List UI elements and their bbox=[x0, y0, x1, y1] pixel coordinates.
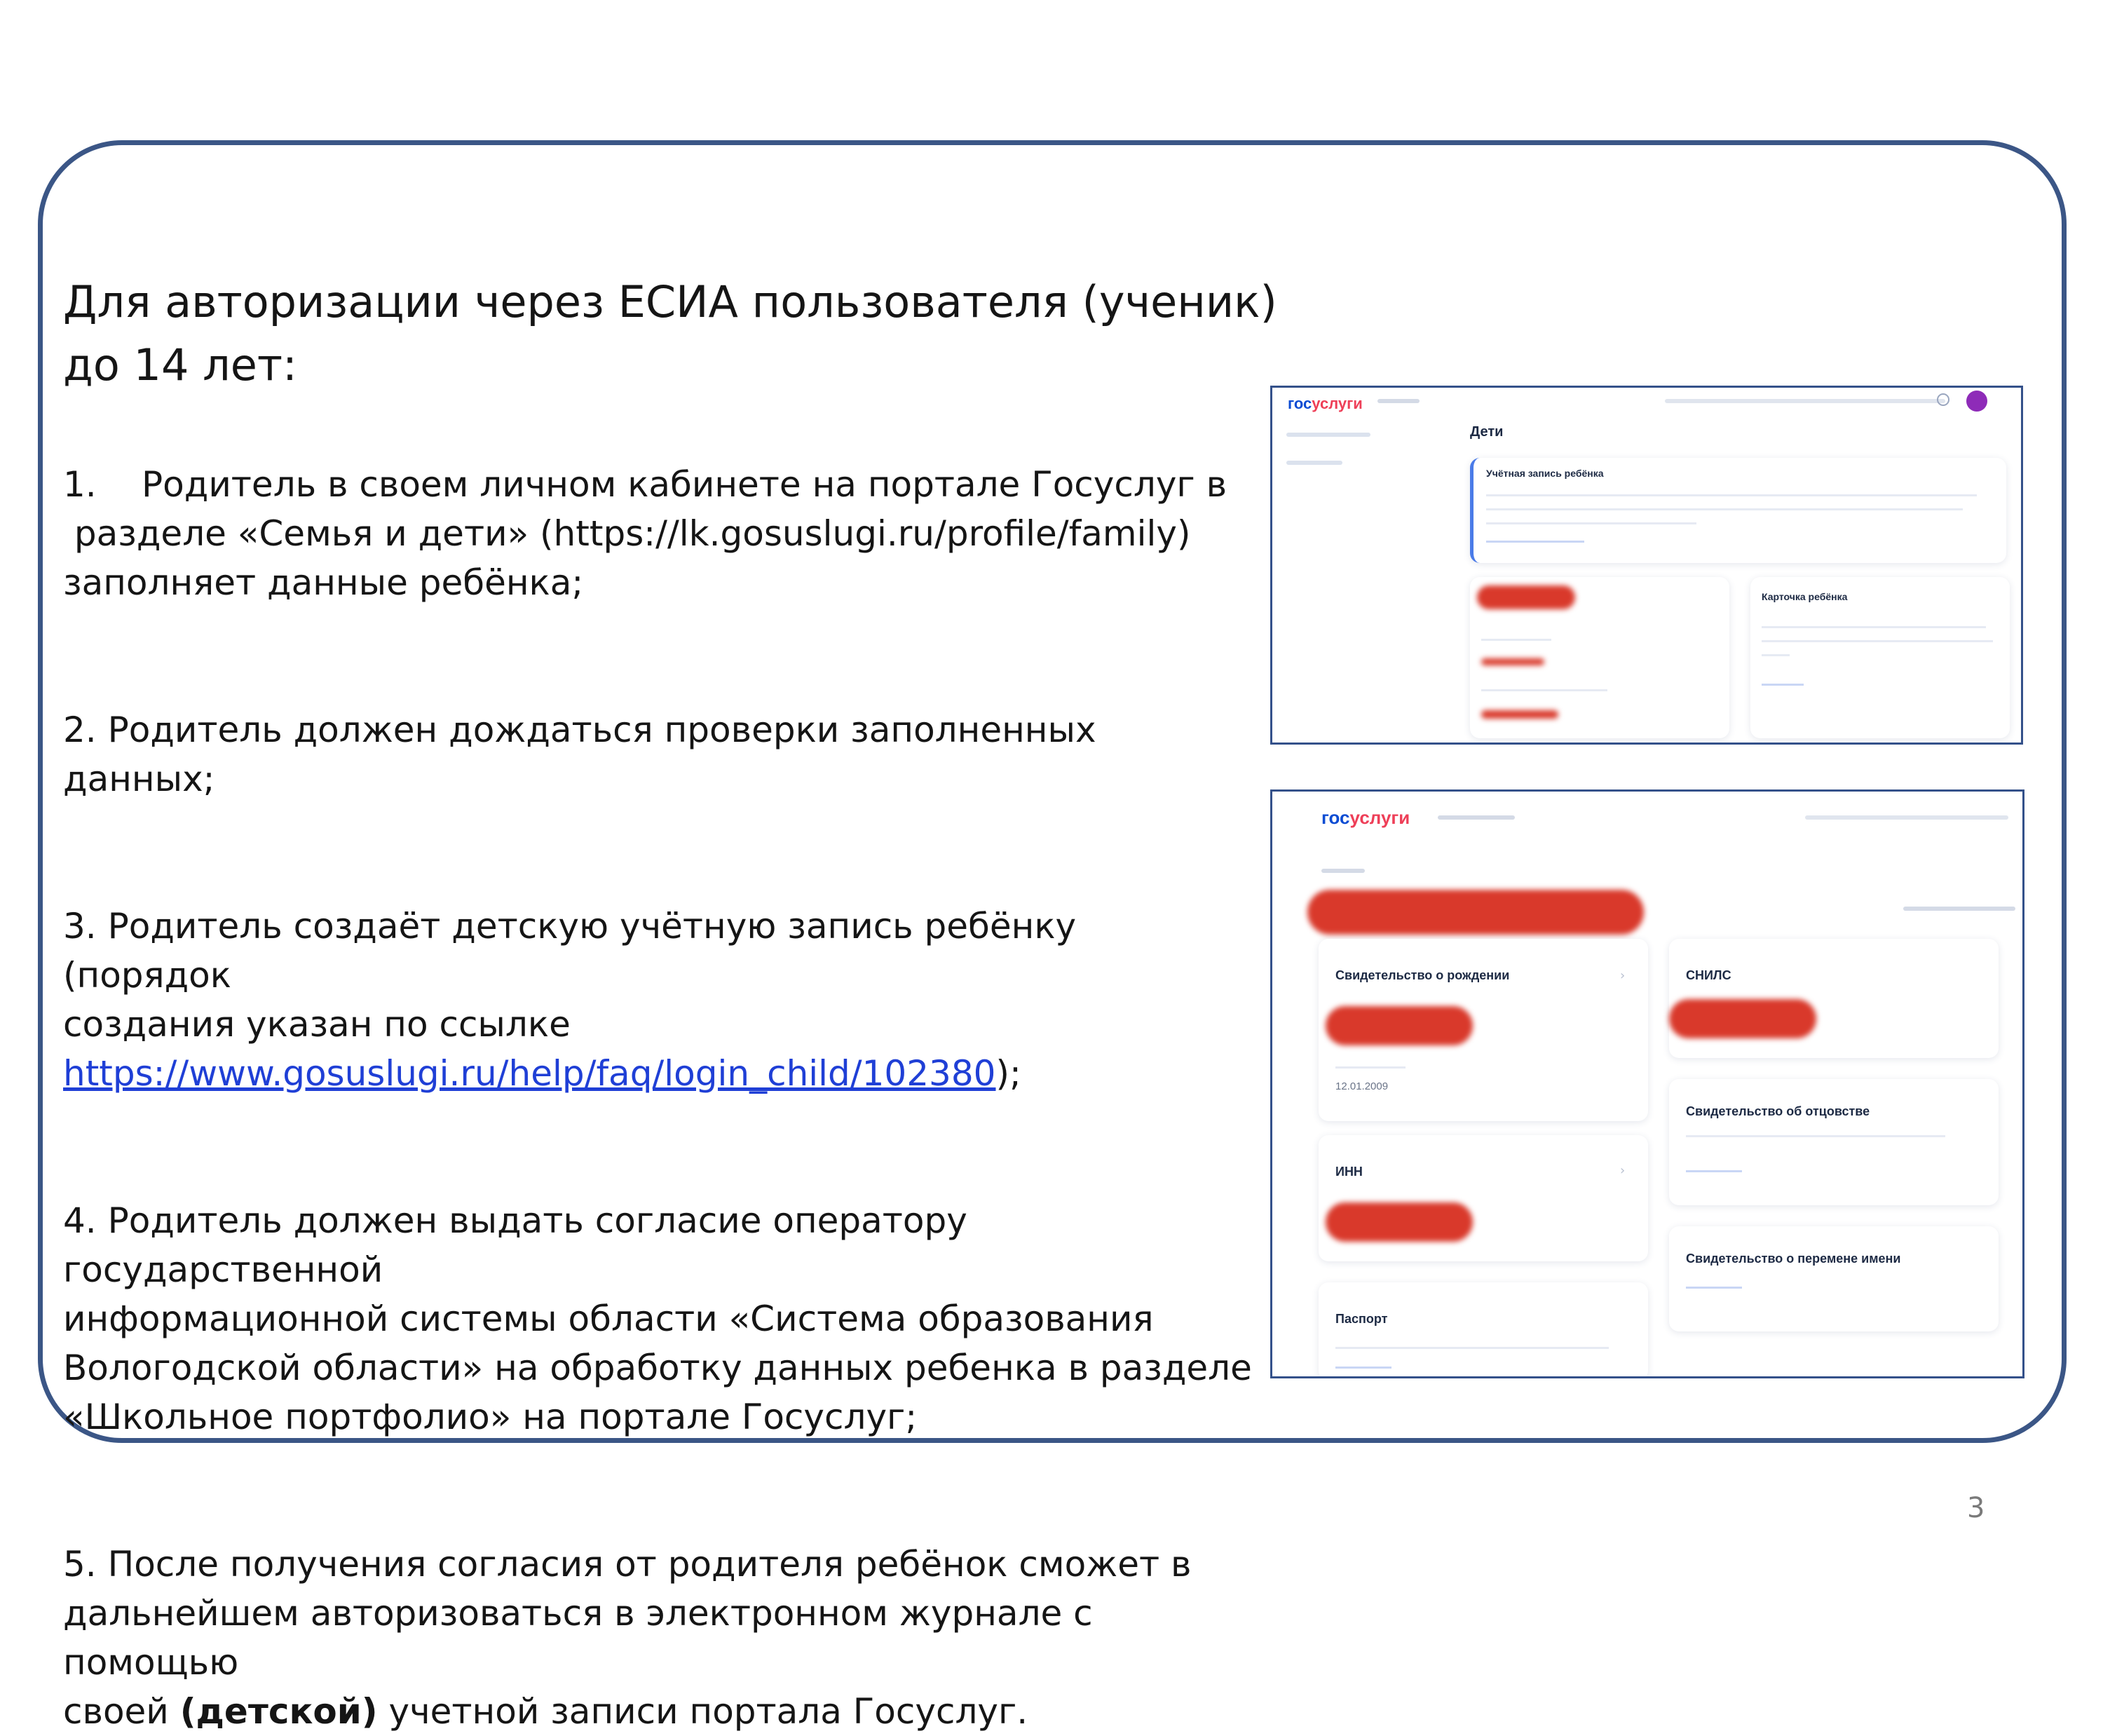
page-number: 3 bbox=[1967, 1492, 1985, 1524]
step-5-post: учетной записи портала Госуслуг. bbox=[377, 1691, 1028, 1732]
step-2-text: 2. Родитель должен дождаться проверки заполненных данных; bbox=[63, 710, 1096, 799]
page-heading: Дети bbox=[1470, 424, 1504, 440]
gosuslugi-logo: госуслуги bbox=[1321, 807, 1410, 828]
nav-placeholder bbox=[1438, 815, 1515, 820]
sidebar-item-placeholder[interactable] bbox=[1286, 433, 1370, 437]
child-account-card: Учётная запись ребёнка bbox=[1470, 458, 2006, 563]
screenshot-children-page bbox=[1270, 386, 2023, 745]
step-1-number: 1. bbox=[63, 464, 97, 505]
chevron-right-icon: › bbox=[1620, 968, 1626, 983]
step-5-bold: (детской) bbox=[179, 1691, 378, 1732]
step-2 bbox=[63, 705, 1255, 803]
avatar[interactable] bbox=[1966, 391, 1987, 412]
gosuslugi-logo: госуслуги bbox=[1288, 395, 1363, 412]
name-change-card[interactable]: Свидетельство о перемене имени bbox=[1669, 1226, 1999, 1331]
inn-card[interactable]: ИНН › bbox=[1319, 1135, 1648, 1261]
passport-card[interactable]: Паспорт bbox=[1319, 1282, 1648, 1378]
settings-link[interactable] bbox=[1903, 907, 2015, 911]
step-3-line-2: создания указан по ссылке bbox=[63, 1004, 571, 1045]
step-1-line-1: Родитель в своем личном кабинете на портале Госуслуг в bbox=[142, 464, 1227, 505]
chevron-right-icon: › bbox=[1620, 1163, 1626, 1178]
slide-title: Для авторизации через ЕСИА пользователя (ученик) до 14 лет: bbox=[63, 276, 1277, 391]
back-link[interactable] bbox=[1321, 869, 1365, 873]
step-5-line-1: 5. После получения согласия от родителя ребёнок сможет в bbox=[63, 1544, 1192, 1585]
step-3 bbox=[63, 902, 1255, 1098]
step-1-line-3: заполняет данные ребёнка; bbox=[63, 562, 584, 603]
paternity-card[interactable]: Свидетельство об отцовстве bbox=[1669, 1079, 1999, 1205]
redacted-value bbox=[1481, 710, 1558, 719]
birth-certificate-card[interactable]: Свидетельство о рождении › 12.01.2009 bbox=[1319, 939, 1648, 1121]
login-child-link[interactable]: https://www.gosuslugi.ru/help/faq/login_child/102380 bbox=[63, 1053, 996, 1094]
step-5 bbox=[63, 1540, 1255, 1736]
step-3-line-1: 3. Родитель создаёт детскую учётную запись ребёнку (порядок bbox=[63, 906, 1077, 996]
screenshot-child-profile bbox=[1270, 789, 2024, 1378]
step-4 bbox=[63, 1196, 1255, 1442]
step-5-pre: своей bbox=[63, 1691, 180, 1732]
step-3-tail: ); bbox=[995, 1053, 1021, 1094]
step-4-line-3: Вологодской области» на обработку данных ребенка в разделе bbox=[63, 1348, 1252, 1388]
redacted-inn bbox=[1326, 1202, 1473, 1242]
step-4-line-1: 4. Родитель должен выдать согласие оператору государственной bbox=[63, 1200, 967, 1290]
nav-placeholder bbox=[1377, 399, 1420, 403]
nav-menu-placeholder bbox=[1805, 815, 2008, 820]
child-card-card: Карточка ребёнка bbox=[1750, 577, 2010, 738]
step-4-line-4: «Школьное портфолио» на портале Госуслуг; bbox=[63, 1397, 918, 1437]
redacted-full-name bbox=[1307, 890, 1644, 935]
redacted-number bbox=[1326, 1006, 1473, 1045]
steps-list bbox=[63, 460, 1255, 1736]
step-1 bbox=[63, 460, 1255, 607]
search-icon[interactable] bbox=[1937, 393, 1949, 406]
step-5-line-2: дальнейшем авторизоваться в электронном журнале с помощью bbox=[63, 1593, 1093, 1683]
redacted-name bbox=[1477, 585, 1575, 609]
redacted-snils bbox=[1669, 999, 1816, 1038]
nav-menu-placeholder bbox=[1665, 399, 1945, 403]
redacted-value bbox=[1481, 658, 1544, 665]
step-1-line-2: разделе «Семья и дети» (https://lk.gosuslugi.ru/profile/family) bbox=[63, 513, 1191, 554]
child-data-card bbox=[1470, 577, 1729, 738]
sidebar-item-placeholder[interactable] bbox=[1286, 461, 1342, 465]
step-4-line-2: информационной системы области «Система образования bbox=[63, 1298, 1154, 1339]
snils-card[interactable]: СНИЛС bbox=[1669, 939, 1999, 1058]
